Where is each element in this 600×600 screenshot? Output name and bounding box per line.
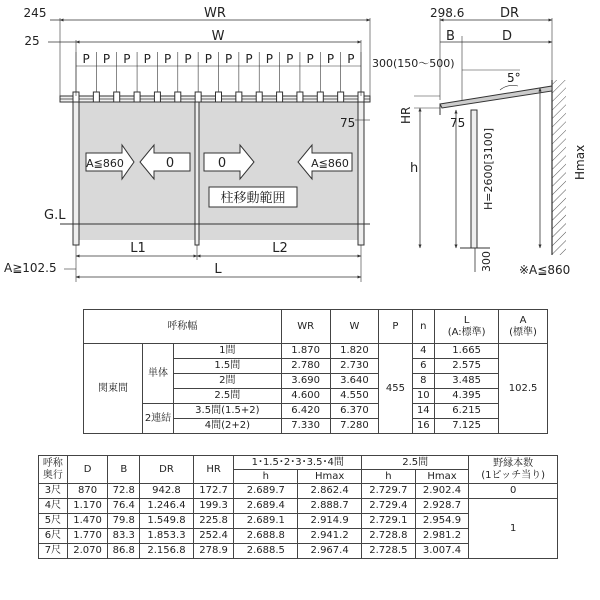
rafter-end — [256, 92, 262, 102]
t1-cell-name: 1.5間 — [174, 359, 282, 374]
t1-cell-l: 7.125 — [435, 419, 499, 434]
pitch-label: P — [306, 52, 314, 66]
rafter-end — [175, 92, 181, 102]
t2-cell-h1: 2.688.5 — [234, 544, 298, 559]
pitch-label: P — [123, 52, 131, 66]
side-view — [372, 6, 587, 277]
t2-cell-hr: 172.7 — [193, 484, 234, 499]
t2-header-hr: HR — [193, 456, 234, 484]
t1-cell-wr: 1.870 — [281, 344, 330, 359]
t1-cell-w: 6.370 — [330, 404, 379, 419]
rafter-end — [114, 92, 120, 102]
dim-dr-label: DR — [500, 6, 520, 21]
side-note: ※A≦860 — [519, 263, 571, 277]
t1-cell-l: 2.575 — [435, 359, 499, 374]
dim-75-side-label: 75 — [450, 116, 466, 130]
rafter-end — [154, 92, 160, 102]
t2-cell-name: 5尺 — [39, 514, 68, 529]
t1-cell-name: 4間(2+2) — [174, 419, 282, 434]
t1-cell-wr: 4.600 — [281, 389, 330, 404]
pitch-label: P — [225, 52, 233, 66]
pitch-label: P — [326, 52, 335, 66]
t2-cell-name: 3尺 — [39, 484, 68, 499]
t2-cell-name: 6尺 — [39, 529, 68, 544]
t2-cell-h2: 2.729.4 — [362, 499, 416, 514]
dim-hr-label: HR — [399, 106, 413, 124]
pitch-label: P — [82, 52, 90, 66]
t1-cell-wr: 7.330 — [281, 419, 330, 434]
rafter-end — [236, 92, 242, 102]
t1-group-double: 2連結 — [143, 404, 174, 434]
dim-l1-label: L1 — [130, 241, 146, 256]
t1-header-wr: WR — [281, 310, 330, 344]
t1-cell-l: 6.215 — [435, 404, 499, 419]
t1-cell-w: 2.730 — [330, 359, 379, 374]
t2-cell-dr: 942.8 — [140, 484, 194, 499]
dim-eave-label: 300(150〜500) — [372, 57, 455, 70]
t2-cell-hmax1: 2.862.4 — [298, 484, 362, 499]
rafter-end — [277, 92, 283, 102]
dim-2986-label: 298.6 — [430, 6, 465, 20]
dim-hmax-label: Hmax — [573, 144, 587, 180]
t2-cell-name: 4尺 — [39, 499, 68, 514]
t2-cell-dr: 1.549.8 — [140, 514, 194, 529]
dim-a-label: A≧102.5 — [4, 261, 57, 275]
dim-245-label: 245 — [23, 6, 47, 20]
t2-cell-b: 86.8 — [108, 544, 140, 559]
t2-cell-hr: 278.9 — [193, 544, 234, 559]
dim-75-front-label: 75 — [340, 116, 356, 130]
t1-group-single: 単体 — [143, 344, 174, 404]
t2-cell-hr: 199.3 — [193, 499, 234, 514]
depth-spec-table — [38, 455, 558, 559]
t2-cell-h1: 2.689.1 — [234, 514, 298, 529]
arrow-right-outer-label: A≦860 — [311, 157, 349, 170]
t2-cell-hmax2: 2.902.4 — [415, 484, 469, 499]
t2-cell-hmax2: 3.007.4 — [415, 544, 469, 559]
t2-cell-h2: 2.729.7 — [362, 484, 416, 499]
ground-line-label: G.L — [44, 208, 66, 223]
arrow-left-outer-label: A≦860 — [86, 157, 124, 170]
t2-cell-h1: 2.689.4 — [234, 499, 298, 514]
t2-header-h2: h — [362, 470, 416, 484]
t1-cell-name: 1間 — [174, 344, 282, 359]
rafter-end — [93, 92, 99, 102]
dim-w-label: W — [211, 29, 225, 44]
t1-cell-name: 2間 — [174, 374, 282, 389]
t1-header-p: P — [379, 310, 412, 344]
t1-cell-w: 3.640 — [330, 374, 379, 389]
pitch-label: P — [347, 52, 355, 66]
t2-header-dr: DR — [140, 456, 194, 484]
t2-cell-dr: 1.246.4 — [140, 499, 194, 514]
t2-row — [39, 484, 558, 499]
t1-row — [84, 404, 548, 419]
rafter-end — [134, 92, 140, 102]
pitch-label: P — [265, 52, 274, 66]
t2-header-d: D — [67, 456, 108, 484]
t1-row — [84, 344, 548, 359]
pitch-label: P — [204, 52, 212, 66]
t1-header-n: n — [412, 310, 435, 344]
pitch-label: P — [143, 52, 151, 66]
t2-header-hmax2: Hmax — [415, 470, 469, 484]
pitch-label: P — [102, 52, 111, 66]
t1-cell-wr: 2.780 — [281, 359, 330, 374]
house-wall — [552, 80, 566, 255]
arrow-right-inner-label: 0 — [217, 156, 227, 171]
t2-cell-h2: 2.728.5 — [362, 544, 416, 559]
t2-cell-d: 1.770 — [67, 529, 108, 544]
t2-row — [39, 499, 558, 514]
t2-cell-d: 1.470 — [67, 514, 108, 529]
t1-cell-n: 8 — [412, 374, 435, 389]
t2-cell-hmax1: 2.941.2 — [298, 529, 362, 544]
side-post — [471, 110, 477, 248]
t1-cell-n: 14 — [412, 404, 435, 419]
t1-cell-n: 4 — [412, 344, 435, 359]
dim-25-label: 25 — [24, 34, 40, 48]
t2-header-b: B — [108, 456, 140, 484]
dim-b-label: B — [446, 29, 455, 44]
t1-header-a: A (標準) — [499, 310, 548, 344]
t1-header-name: 呼称幅 — [84, 310, 282, 344]
t2-cell-b: 83.3 — [108, 529, 140, 544]
angle-label: 5° — [507, 71, 521, 85]
t1-cell-w: 1.820 — [330, 344, 379, 359]
pitch-label: P — [163, 52, 172, 66]
t1-cell-wr: 6.420 — [281, 404, 330, 419]
t2-cell-h1: 2.688.8 — [234, 529, 298, 544]
t2-cell-h2: 2.728.8 — [362, 529, 416, 544]
t1-cell-a: 102.5 — [499, 344, 548, 434]
t2-cell-dr: 1.853.3 — [140, 529, 194, 544]
t2-cell-d: 2.070 — [67, 544, 108, 559]
rafter-end — [338, 92, 344, 102]
t2-header-name: 呼称 奥行 — [39, 456, 68, 484]
t1-cell-w: 7.280 — [330, 419, 379, 434]
pitch-label: P — [245, 52, 253, 66]
pitch-label: P — [184, 52, 192, 66]
pitch-row — [76, 52, 361, 92]
dim-l2-label: L2 — [272, 241, 288, 256]
t2-cell-hmax1: 2.888.7 — [298, 499, 362, 514]
t1-cell-name: 3.5間(1.5+2) — [174, 404, 282, 419]
t2-cell-h2: 2.729.1 — [362, 514, 416, 529]
side-roof — [440, 86, 552, 108]
front-view — [4, 6, 370, 282]
t2-cell-d: 870 — [67, 484, 108, 499]
dim-wr-label: WR — [204, 6, 226, 21]
t1-cell-l: 4.395 — [435, 389, 499, 404]
t2-cell-hmax2: 2.981.2 — [415, 529, 469, 544]
t2-cell-b: 76.4 — [108, 499, 140, 514]
t1-cell-n: 16 — [412, 419, 435, 434]
front-rafter-group — [73, 92, 364, 102]
t2-header-rafter: 野縁本数 (1ピッチ当り) — [469, 456, 558, 484]
t2-cell-hmax1: 2.914.9 — [298, 514, 362, 529]
dim-l-label: L — [214, 262, 222, 277]
t2-cell-hmax2: 2.954.9 — [415, 514, 469, 529]
t1-header-w: W — [330, 310, 379, 344]
t2-cell-h1: 2.689.7 — [234, 484, 298, 499]
rafter-end — [216, 92, 222, 102]
t2-header-h1: h — [234, 470, 298, 484]
width-spec-table — [83, 309, 548, 434]
t1-cell-w: 4.550 — [330, 389, 379, 404]
t1-cell-n: 10 — [412, 389, 435, 404]
dim-d-label: D — [502, 29, 513, 44]
t1-cell-l: 1.665 — [435, 344, 499, 359]
t1-cell-l: 3.485 — [435, 374, 499, 389]
pitch-label: P — [286, 52, 294, 66]
t2-cell-dr: 2.156.8 — [140, 544, 194, 559]
t2-cell-hmax1: 2.967.4 — [298, 544, 362, 559]
t2-cell-b: 79.8 — [108, 514, 140, 529]
t1-cell-p: 455 — [379, 344, 412, 434]
t2-header-group2: 2.5間 — [362, 456, 469, 470]
rafter-end — [317, 92, 323, 102]
dim-h-label: h — [410, 161, 419, 176]
t2-cell-rafter: 0 — [469, 484, 558, 499]
dim-300-label: 300 — [480, 251, 493, 272]
range-label: 柱移動範囲 — [220, 191, 286, 206]
rafter-end — [297, 92, 303, 102]
t2-cell-rafter: 1 — [469, 499, 558, 559]
t2-cell-d: 1.170 — [67, 499, 108, 514]
arrow-left-inner-label: 0 — [165, 156, 175, 171]
t1-header-l: L (A:標準) — [435, 310, 499, 344]
rafter-end — [195, 92, 201, 102]
t2-cell-hmax2: 2.928.7 — [415, 499, 469, 514]
t1-cell-name: 2.5間 — [174, 389, 282, 404]
t2-header-hmax1: Hmax — [298, 470, 362, 484]
t1-cell-n: 6 — [412, 359, 435, 374]
t2-cell-hr: 252.4 — [193, 529, 234, 544]
t1-region: 関東間 — [84, 344, 143, 434]
t2-cell-name: 7尺 — [39, 544, 68, 559]
t2-cell-b: 72.8 — [108, 484, 140, 499]
t1-cell-wr: 3.690 — [281, 374, 330, 389]
dim-h-std-label: H=2600[3100] — [482, 127, 495, 210]
t2-cell-hr: 225.8 — [193, 514, 234, 529]
t2-header-group1: 1･1.5･2･3･3.5･4間 — [234, 456, 362, 470]
